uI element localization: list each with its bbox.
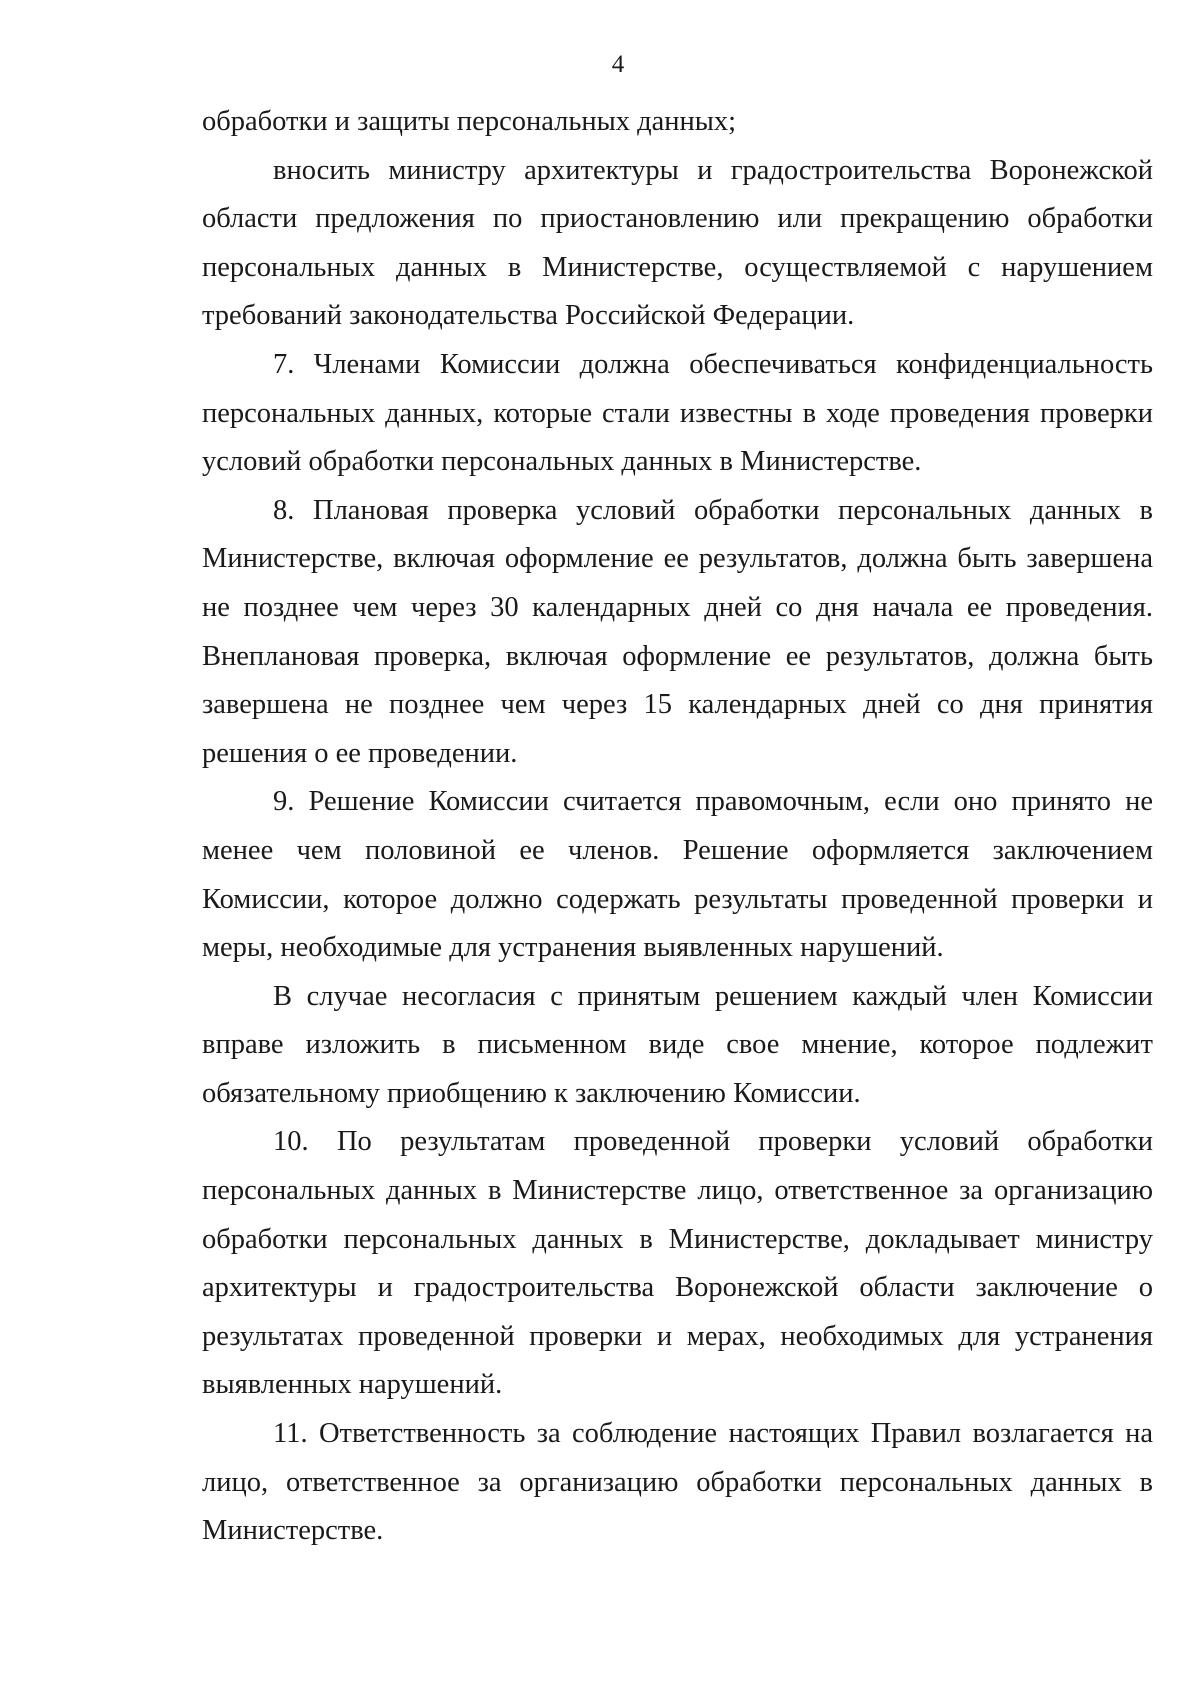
paragraph-proposal-suspension: вносить министру архитектуры и градостроительства Воронежской области предложения по приостановлению или прекращению обработки персональных данных в Министерстве, осуществляемой с нарушением требований законодательства Российской Федерации. — [202, 154, 1153, 332]
document-body — [202, 98, 1153, 1556]
paragraph-item-8: 8. Плановая проверка условий обработки персональных данных в Министерстве, включая оформление ее результатов, должна быть завершена не позднее чем через 30 календарных дней со дня начала ее проведения. Внеплановая проверка, включая оформление ее результатов, должна быть завершена не позднее чем через 15 календарных дней со дня принятия решения о ее проведении. — [202, 494, 1153, 769]
paragraph-item-9: 9. Решение Комиссии считается правомочным, если оно принято не менее чем половиной ее членов. Решение оформляется заключением Комиссии, которое должно содержать результаты проведенной проверки и меры, необходимые для устранения выявленных нарушений. — [202, 786, 1153, 964]
paragraph-disagreement: В случае несогласия с принятым решением каждый член Комиссии вправе изложить в письменном виде свое мнение, которое подлежит обязательному приобщению к заключению Комиссии. — [202, 980, 1153, 1109]
paragraph-item-7: 7. Членами Комиссии должна обеспечиваться конфиденциальность персональных данных, которые стали известны в ходе проведения проверки условий обработки персональных данных в Министерстве. — [202, 348, 1153, 478]
paragraph-item-10: 10. По результатам проведенной проверки условий обработки персональных данных в Министерстве лицо, ответственное за организацию обработки персональных данных в Министерстве, докладывает министру архитектуры и градостроительства Воронежской области заключение о результатах проведенной проверки и мерах, необходимых для устранения выявленных нарушений. — [202, 1126, 1153, 1401]
page-number: 4 — [611, 51, 625, 78]
paragraph-item-11: 11. Ответственность за соблюдение настоящих Правил возлагается на лицо, ответственное за организацию обработки персональных данных в Министерстве. — [202, 1418, 1153, 1547]
paragraph-continuation: обработки и защиты персональных данных; — [202, 106, 737, 137]
